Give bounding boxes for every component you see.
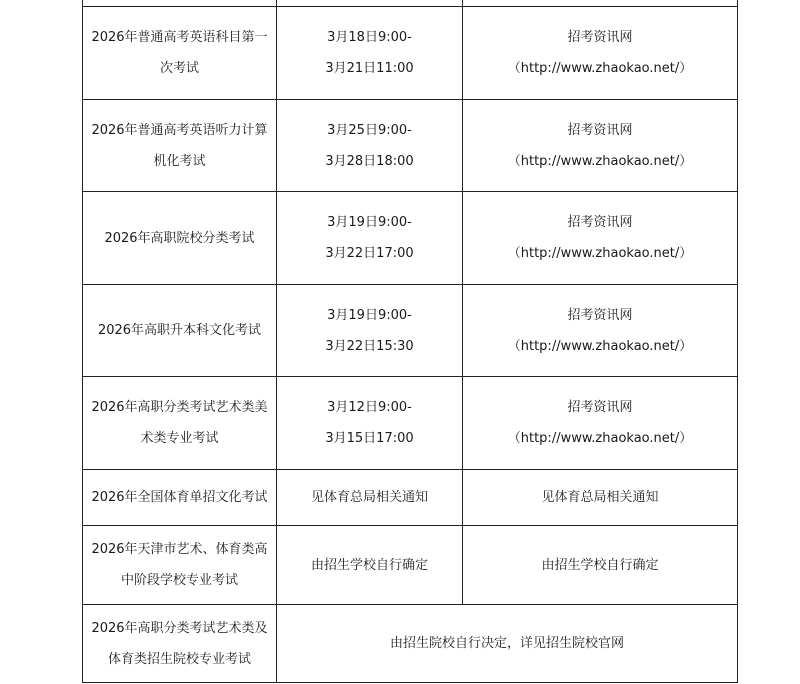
time-cell [277, 7, 463, 100]
site-cell [463, 7, 738, 100]
table-row [83, 285, 738, 377]
exam-name-cell: 2026年普通高考英语听力计算机化考试 [83, 100, 277, 192]
time-cell [277, 285, 463, 377]
table-row [83, 100, 738, 192]
time-end: 3月22日17:00 [325, 246, 414, 261]
exam-name-cell: 2026年普通高考英语科目第一次考试 [83, 7, 277, 100]
site-url: （http://www.zhaokao.net/） [507, 153, 693, 169]
site-url: （http://www.zhaokao.net/） [507, 246, 693, 261]
exam-name-cell: 2026年高职升本科文化考试 [83, 285, 277, 377]
time-cell [277, 100, 463, 192]
merged-cell: 由招生院校自行决定，详见招生院校官网 [277, 605, 738, 683]
exam-name-cell: 2026年高职院校分类考试 [83, 192, 277, 285]
site-cell [463, 377, 738, 470]
table-row [83, 605, 738, 683]
time-cell: 见体育总局相关通知 [277, 470, 463, 526]
time-end: 3月21日11:00 [325, 61, 414, 76]
site-cell: 由招生学校自行确定 [463, 526, 738, 605]
table-row [83, 377, 738, 470]
time-start: 3月19日9:00- [327, 215, 412, 230]
time-start: 3月12日9:00- [327, 400, 412, 415]
site-name: 招考资讯网 [567, 122, 633, 138]
exam-name-cell: 2026年天津市艺术、体育类高中阶段学校专业考试 [83, 526, 277, 605]
site-url: （http://www.zhaokao.net/） [507, 338, 693, 354]
time-start: 3月25日9:00- [327, 122, 412, 138]
exam-name-cell: 2026年高职分类考试艺术类美术类专业考试 [83, 377, 277, 470]
site-cell [463, 100, 738, 192]
exam-name-cell: 2026年高职分类考试艺术类及体育类招生院校专业考试 [83, 605, 277, 683]
site-url: （http://www.zhaokao.net/） [507, 431, 693, 446]
exam-schedule-table [82, 0, 738, 683]
time-end: 3月22日15:30 [325, 338, 414, 354]
site-name: 招考资讯网 [567, 400, 633, 415]
table-row [83, 470, 738, 526]
site-name: 招考资讯网 [567, 307, 633, 323]
site-cell [463, 192, 738, 285]
table-row [83, 192, 738, 285]
exam-name-cell: 2026年全国体育单招文化考试 [83, 470, 277, 526]
time-cell: 由招生学校自行确定 [277, 526, 463, 605]
site-name: 招考资讯网 [567, 215, 633, 230]
time-cell [277, 377, 463, 470]
time-start: 3月19日9:00- [327, 307, 412, 323]
time-end: 3月15日17:00 [325, 431, 414, 446]
table-row [83, 526, 738, 605]
site-cell [463, 285, 738, 377]
time-end: 3月28日18:00 [325, 153, 414, 169]
table-row [83, 7, 738, 100]
site-cell: 见体育总局相关通知 [463, 470, 738, 526]
time-cell [277, 192, 463, 285]
site-name: 招考资讯网 [567, 30, 633, 45]
site-url: （http://www.zhaokao.net/） [507, 61, 693, 76]
time-start: 3月18日9:00- [327, 30, 412, 45]
